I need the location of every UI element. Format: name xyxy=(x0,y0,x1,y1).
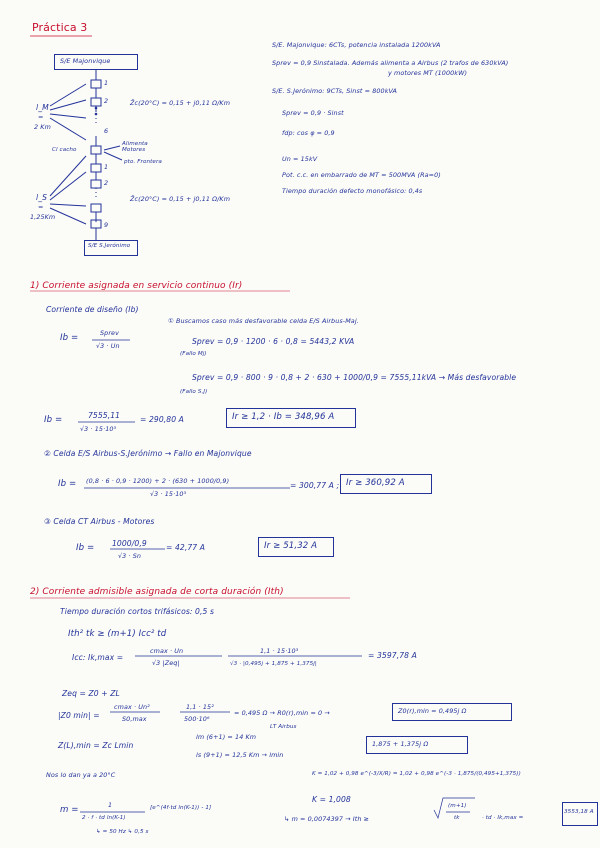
ib-lhs: Ib = xyxy=(60,333,79,343)
zl-note: Nos lo dan ya a 20°C xyxy=(46,771,116,779)
ir-result-2: Ir ≥ 360,92 A xyxy=(346,478,405,488)
lm-label: l_M xyxy=(36,103,49,112)
cell-label: Cl cacho xyxy=(52,147,77,153)
top-substation-label: S/E Majonvique xyxy=(60,57,111,65)
ib-calc-lhs: Ib = xyxy=(44,415,63,425)
zmin-result: = 0,495 Ω → R0(r),min = 0 → xyxy=(234,709,330,717)
k-result: K = 1,008 xyxy=(312,795,351,804)
fault-point-label: pto. Frontera xyxy=(124,159,162,165)
zl-top: lm (6+1) = 14 Km xyxy=(196,733,257,741)
ith-frac-num: (m+1) xyxy=(448,803,467,809)
ib2-result: = 300,77 A ; xyxy=(290,481,340,490)
section-2-heading: 2) Corriente admisible asignada de corta duración (Ith) xyxy=(30,587,284,597)
data-line: Pot. c.c. en embarrado de MT = 500MVA (Ra=0) xyxy=(282,171,441,179)
m-result: ↳ m = 0,0074397 → Ith ≥ xyxy=(284,815,370,823)
zmin-boxed-value: Z0(r),min = 0,495j Ω xyxy=(398,707,467,715)
ib3-result: = 42,77 A xyxy=(166,543,206,552)
case-1: ① Buscamos caso más desfavorable celda E/S Airbus-Maj. xyxy=(168,317,359,325)
ib-formula-den: √3 · Un xyxy=(96,342,120,350)
ls-equals: = xyxy=(38,203,44,211)
m-den: 2 · f · td ln(K-1) xyxy=(82,815,126,821)
sprev-2-tag: (Fallo S.J) xyxy=(180,389,208,395)
zl-bottom: ls (9+1) = 12,5 Km → lmin xyxy=(196,751,284,759)
data-line: S/E. S.Jerónimo: 9CTs, Sinst = 800kVA xyxy=(272,87,398,95)
sprev-2: Sprev = 0,9 · 800 · 9 · 0,8 + 2 · 630 + 1000/0,9 = 7555,11kVA → Más desfavorable xyxy=(192,373,517,382)
design-current-label: Corriente de diseño (Ib) xyxy=(46,305,139,314)
sprev-1-tag: (Fallo Mj) xyxy=(180,351,207,357)
ir-result-1: Ir ≥ 1,2 · Ib = 348,96 A xyxy=(232,412,335,422)
data-line: Sprev = 0,9 · Sinst xyxy=(282,109,344,117)
zmin-den: S0,max xyxy=(122,715,147,723)
section-1-heading: 1) Corriente asignada en servicio continuo (Ir) xyxy=(30,281,243,291)
ib3-num: 1000/0,9 xyxy=(112,539,147,548)
case-2: ② Celda E/S Airbus-S.Jerónimo → Fallo en Majonvique xyxy=(44,449,252,458)
zl-boxed-value: 1,875 + 1,375j Ω xyxy=(372,740,429,748)
icc-result: = 3597,78 A xyxy=(368,651,417,660)
bottom-substation-label: S/E S.Jerónimo xyxy=(88,243,131,249)
zmin-num: cmax · Un² xyxy=(114,703,150,711)
ir-result-3: Ir ≥ 51,32 A xyxy=(264,541,318,551)
ib-formula-num: Sprev xyxy=(100,329,119,337)
data-line: y motores MT (1000kW) xyxy=(388,69,468,77)
impedance-top: Z̄c(20°C) = 0,15 + j0,11 Ω/Km xyxy=(130,99,231,107)
zmin-mid-num: 1,1 · 15² xyxy=(186,703,214,711)
ith-frac-den: tk xyxy=(454,815,460,821)
fault-time: Tiempo duración cortos trifásicos: 0,5 s xyxy=(60,607,214,616)
ib2-lhs: Ib = xyxy=(58,479,77,489)
ls-length: 1,25Km xyxy=(30,213,56,221)
icc-den: √3 |Zeq| xyxy=(152,659,180,667)
m-subscripts: ↳ = 50 Hz ↳ 0,5 s xyxy=(96,829,149,835)
ib-calc-den: √3 · 15·10³ xyxy=(80,425,117,433)
sprev-1: Sprev = 0,9 · 1200 · 6 · 0,8 = 5443,2 KVA xyxy=(192,337,355,346)
node-label: 2 xyxy=(104,179,109,187)
icc-lhs: Icc: Ik,max = xyxy=(72,653,124,662)
case-3: ③ Celda CT Airbus - Motores xyxy=(44,517,155,526)
m-num: 1 xyxy=(108,801,113,809)
ith-inequality: Ith² tk ≥ (m+1) Icc² td xyxy=(68,629,167,639)
ib-calc-num: 7555,11 xyxy=(88,411,121,420)
zeq-line: Zeq = Z0 + ZL xyxy=(62,689,120,698)
data-line: Tiempo duración defecto monofásico: 0,4s xyxy=(282,187,423,195)
icc-mid-num: 1,1 · 15·10³ xyxy=(260,647,299,655)
ib3-den: √3 · Sn xyxy=(118,552,142,560)
lm-equals: = xyxy=(38,113,44,121)
page-title: Práctica 3 xyxy=(32,21,88,34)
node-label: 1 xyxy=(104,79,109,87)
ib3-lhs: Ib = xyxy=(76,543,95,553)
ib2-den: √3 · 15·10³ xyxy=(150,490,187,498)
node-label: 2 xyxy=(104,97,109,105)
data-line: fdp: cos φ = 0,9 xyxy=(282,129,335,137)
zl-top-tag: LT Airbus xyxy=(270,724,297,730)
data-line: S/E. Majonvique: 6CTs, potencia instalada 1200kVA xyxy=(272,41,441,49)
m-lhs: m = xyxy=(60,805,79,815)
node-label: 1 xyxy=(104,163,109,171)
k-equation: K = 1,02 + 0,98 e^(-3/X/R) = 1,02 + 0,98 e^(-3 · 1,875/(0,495+1,375)) xyxy=(312,771,521,777)
ib-calc-result: = 290,80 A xyxy=(140,415,184,424)
lm-length: 2 Km xyxy=(34,123,51,131)
node-label: 9 xyxy=(104,221,109,229)
icc-num: cmax · Un xyxy=(150,647,184,655)
node-label: 6 xyxy=(104,127,109,135)
feeder-label: Alimenta Motores xyxy=(122,141,148,153)
impedance-bottom: Z̄c(20°C) = 0,15 + j0,11 Ω/Km xyxy=(130,195,231,203)
ith-tail: · td · Ik,max = xyxy=(482,815,524,821)
ls-label: l_S xyxy=(36,193,48,202)
m-tail: [e^(4f·td ln(K-1)) - 1] xyxy=(150,805,212,811)
ib2-num: (0,8 · 6 · 0,9 · 1200) + 2 · (630 + 1000/0,9) xyxy=(86,477,230,485)
zmin-lhs: |Z0 min| = xyxy=(58,711,100,720)
zl-lhs: Z(L),min = Zc Lmin xyxy=(58,741,134,750)
data-line: Sprev = 0,9 Sinstalada. Además alimenta a Airbus (2 trafos de 630kVA) xyxy=(272,59,509,67)
data-line: Un = 15kV xyxy=(282,155,318,163)
zmin-mid-den: 500·10⁶ xyxy=(184,715,210,723)
icc-mid-den: √3 · |0,495j + 1,875 + 1,375j| xyxy=(230,661,317,667)
ith-result: 3553,18 A xyxy=(564,809,594,815)
